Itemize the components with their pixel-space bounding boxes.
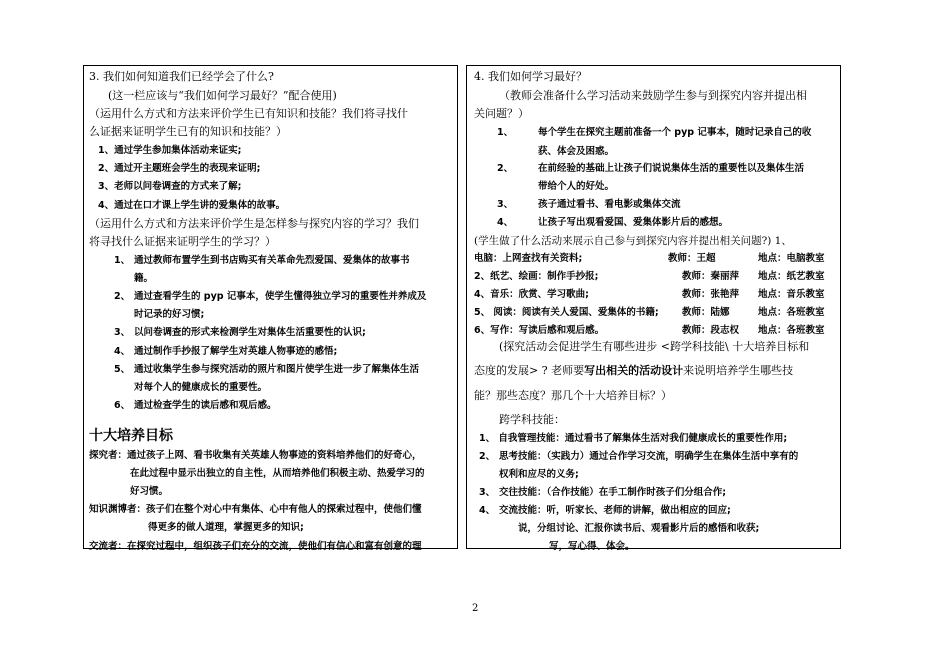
schedule-row-4-location: 地点：各班教室 (758, 307, 825, 318)
evidence-item-4: 4、通过在口才课上学生讲的爱集体的故事。 (98, 200, 286, 211)
method-1-text-cont: 籍。 (134, 273, 154, 284)
schedule-row-1-activity: 电脑：上网查找有关资料; (474, 253, 583, 264)
skill-4-write: 写，写心得、体会。 (549, 541, 635, 552)
right-prompt2: (学生做了什么活动来展示自己参与到探究内容并提出相关问题?) 1、 (474, 235, 792, 247)
left-prompt1-line2: 么证据来证明学生已有的知识和技能？） (89, 125, 287, 138)
right-prompt1-line2: 关问题？） (474, 107, 529, 120)
skill-2-text: 思考技能：（实践力）通过合作学习交流，明确学生在集体生活中享有的 (499, 451, 799, 462)
schedule-row-2-activity: 2、纸艺、绘画：制作手抄报; (474, 271, 599, 282)
communicator-line1: 交流者：在探究过程中，组织孩子们充分的交流，使他们有信心和富有创意的理 (89, 541, 422, 552)
method-5-text-cont: 对每个人的健康成长的重要性。 (134, 382, 268, 393)
skill-3-number: 3、 (479, 487, 496, 498)
right-prompt3-line2 (474, 364, 793, 378)
inquirer-line2: 在此过程中显示出独立的自主性，从而培养他们积极主动、热爱学习的 (130, 468, 425, 479)
skill-1: 1、 自我管理技能：通过看书了解集体生活对我们健康成长的重要性作用; (479, 433, 788, 444)
schedule-row-5-location: 地点：各班教室 (758, 325, 825, 336)
skills-heading: 跨学科技能： (499, 413, 565, 426)
q4-heading: 4. 我们如何学习最好？ (474, 70, 587, 83)
evidence-item-2: 2、通过开主题班会学生的表现来证明; (98, 163, 261, 174)
schedule-row-1-teacher: 教师：王超 (668, 253, 716, 264)
activity-2-number: 2、 (497, 163, 514, 174)
activity-1-text: 每个学生在探究主题前准备一个 pyp 记事本，随时记录自己的收 (538, 127, 812, 138)
q3-note: (这一栏应该与“我们如何学习最好？”配合使用) (108, 89, 337, 102)
right-prompt3-line3: 能？那些态度？那几个十大培养目标？） (474, 389, 672, 402)
method-2-text: 通过查看学生的 pyp 记事本，使学生懂得独立学习的重要性并养成及 (134, 291, 427, 302)
right-prompt3-text-a: 态度的发展> ? 老师要 (474, 364, 585, 377)
left-prompt2-line1: （运用什么方式和方法来评价学生是怎样参与探究内容的学习？我们 (89, 217, 419, 230)
method-5-text: 通过收集学生参与探究活动的照片和图片使学生进一步了解集体生活 (134, 364, 420, 375)
knowledgeable-line2: 得更多的做人道理，掌握更多的知识; (148, 522, 304, 533)
activity-4-number: 4、 (497, 217, 514, 228)
method-3-text: 以问卷调查的形式来检测学生对集体生活重要性的认识; (134, 327, 366, 338)
method-6-number: 6、 (114, 400, 131, 411)
schedule-row-2-location: 地点：纸艺教室 (758, 271, 825, 282)
right-prompt3-line1: (探究活动会促进学生有哪些进步 <跨学科技能\ 十大培养目标和 (499, 340, 810, 353)
inquirer-line3: 好习惯。 (130, 486, 169, 497)
left-prompt1-line1: （运用什么方式和方法来评价学生已有知识和技能？我们将寻找什 (89, 107, 408, 120)
evidence-item-3: 3、老师以问卷调查的方式来了解; (98, 181, 242, 192)
activity-4-text: 让孩子写出观看爱国、爱集体影片后的感想。 (538, 217, 729, 228)
knowledgeable-line1: 知识渊博者：孩子们在整个对心中有集体、心中有他人的探索过程中，使他们懂 (89, 504, 422, 515)
skill-4-speak: 说，分组讨论、汇报你读书后、观看影片后的感悟和收获; (518, 523, 760, 534)
schedule-row-5-activity: 6、写作：写读后感和观后感。 (474, 325, 605, 336)
skill-4-number: 4、 (479, 505, 496, 516)
schedule-row-3-location: 地点：音乐教室 (758, 289, 825, 300)
schedule-row-4-activity: 5、 阅读：阅读有关人爱国、爱集体的书籍; (474, 307, 659, 318)
schedule-row-2-teacher: 教师：秦丽萍 (682, 271, 740, 282)
method-4-text: 通过制作手抄报了解学生对英雄人物事迹的感悟; (134, 346, 338, 357)
method-1-text: 通过教师布置学生到书店购买有关革命先烈爱国、爱集体的故事书 (134, 255, 410, 266)
q3-heading: 3. 我们如何知道我们已经学会了什么? (89, 70, 274, 83)
evidence-item-1: 1、通过学生参加集体活动来证实; (98, 145, 242, 156)
schedule-row-3-activity: 4、音乐：欣赏、学习歌曲; (474, 289, 589, 300)
method-2-number: 2、 (114, 291, 131, 302)
activity-1-number: 1、 (497, 127, 514, 138)
activity-3-number: 3、 (497, 199, 514, 210)
skill-2-number: 2、 (479, 451, 496, 462)
schedule-row-5-teacher: 教师：段志权 (682, 325, 740, 336)
ten-goals-heading: 十大培养目标 (89, 428, 173, 444)
inquirer-line1: 探究者：通过孩子上网、看书收集有关英雄人物事迹的资料培养他们的好奇心， (89, 450, 422, 461)
page-number: 2 (472, 603, 479, 614)
right-prompt1-line1: （教师会准备什么学习活动来鼓励学生参与到探究内容并提出相 (499, 89, 807, 102)
skill-3-text: 交往技能：（合作技能）在手工制作时孩子们分组合作; (499, 487, 727, 498)
method-5-number: 5、 (114, 364, 131, 375)
method-2-text-cont: 时记录的好习惯; (134, 309, 205, 320)
method-3-number: 3、 (114, 327, 131, 338)
right-prompt3-text-b: 来说明培养学生哪些技 (683, 364, 794, 377)
activity-2-text-cont: 带给个人的好处。 (538, 181, 615, 192)
right-prompt3-bold: 写出相关的活动设计 (584, 364, 684, 377)
left-prompt2-line2: 将寻找什么证据来证明学生的学习？） (89, 235, 276, 248)
activity-3-text: 孩子通过看书、看电影或集体交流 (538, 199, 681, 210)
method-4-number: 4、 (114, 346, 131, 357)
schedule-row-4-teacher: 教师：陆娜 (682, 307, 730, 318)
schedule-row-3-teacher: 教师：张艳萍 (682, 289, 740, 300)
schedule-row-1-location: 地点：电脑教室 (758, 253, 825, 264)
method-6-text: 通过检查学生的读后感和观后感。 (134, 400, 277, 411)
activity-2-text: 在前经验的基础上让孩子们说说集体生活的重要性以及集体生活 (538, 163, 805, 174)
activity-1-text-cont: 获、体会及困惑。 (538, 146, 615, 157)
skill-4-text: 交流技能：听，听家长、老师的讲解，做出相应的回应; (499, 505, 731, 516)
skill-2-text-cont: 权利和应尽的义务; (499, 469, 579, 480)
method-1-number: 1、 (114, 255, 131, 266)
